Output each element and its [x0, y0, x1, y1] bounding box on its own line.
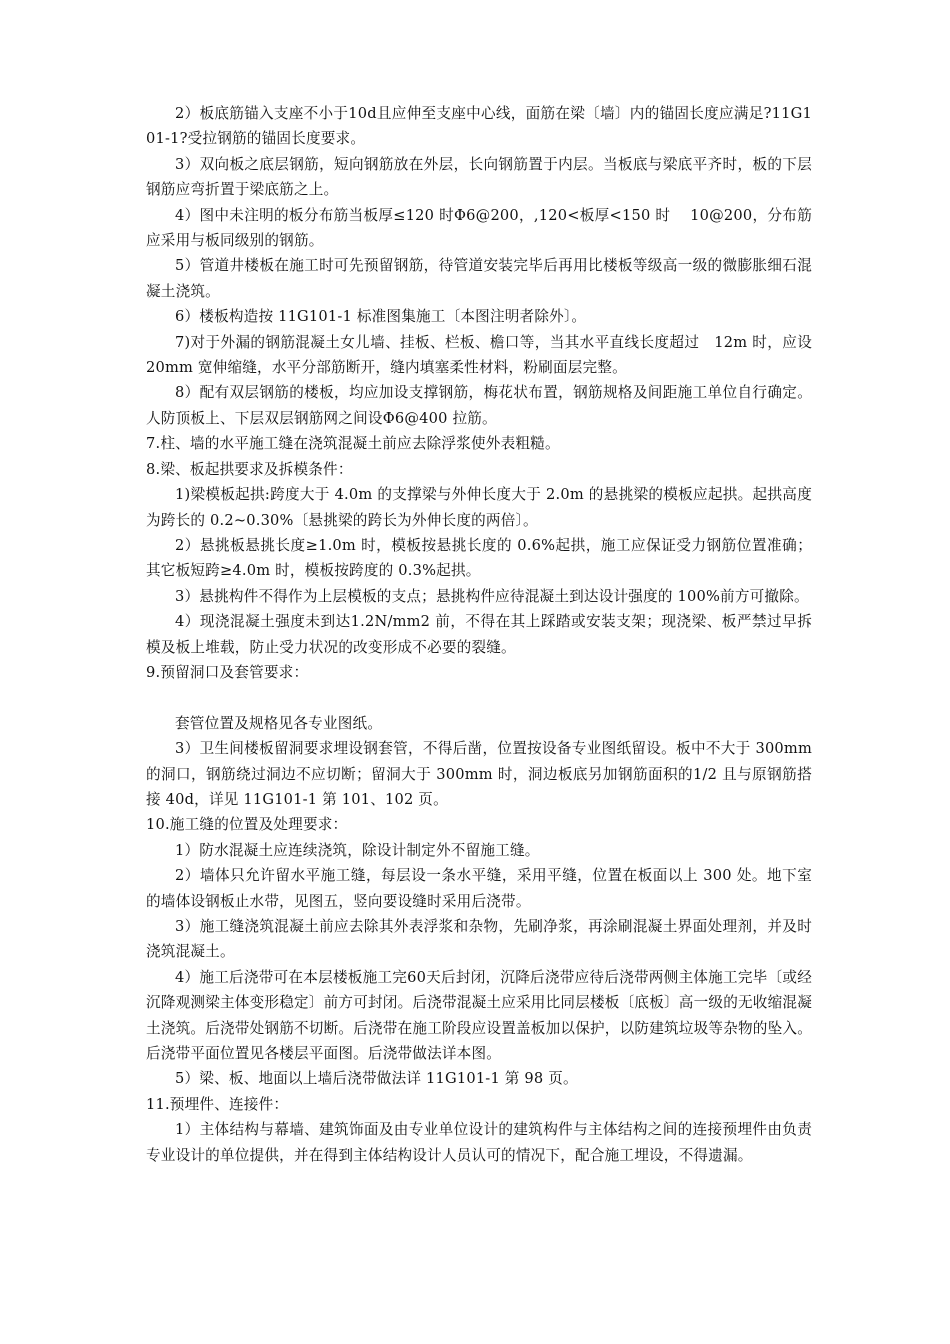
paragraph-cantilever-support: 3）悬挑构件不得作为上层模板的支点；悬挑构件应待混凝土到达设计强度的 100%前方可撤除。 — [175, 587, 809, 605]
paragraph-post-pour-strip: 4）施工后浇带可在本层楼板施工完60天后封闭，沉降后浇带应待后浇带两侧主体施工完毕〔或经沉降观测梁主体变形稳定〕前方可封闭。后浇带混凝土应采用比同层楼板〔底板〕高一级的无收缩混凝土浇筑。后浇带处钢筋不切断。后浇带在施工阶段应设置盖板加以保护，以防建筑垃圾等杂物的坠入。后浇带平面位置见各楼层平面图。后浇带做法详本图。 — [146, 968, 812, 1063]
heading-section-8: 8.梁、板起拱要求及拆模条件： — [146, 460, 353, 478]
paragraph-beam-formwork-camber: 1)梁模板起拱:跨度大于 4.0m 的支撑梁与外伸长度大于 2.0m 的悬挑梁的模板应起拱。起拱高度为跨长的 0.2~0.30%〔悬挑梁的跨长为外伸长度的两倍〕。 — [146, 486, 812, 529]
paragraph-slab-construction-standard: 6）楼板构造按 11G101-1 标准图集施工〔本图注明者除外〕。 — [175, 308, 587, 326]
paragraph-slab-bottom-rebar-anchorage: 2）板底筋锚入支座不小于10d且应伸至支座中心线，面筋在梁〔墙〕内的锚固长度应满足?11G101-1?受拉钢筋的锚固长度要求。 — [146, 105, 812, 148]
paragraph-distribution-rebar: 4）图中未注明的板分布筋当板厚≤120 时Φ6@200，,120<板厚<150 时 10@200，分布筋应采用与板同级别的钢筋。 — [146, 206, 812, 250]
paragraph-joint-treatment: 3）施工缝浇筑混凝土前应去除其外表浮浆和杂物，先刷净浆，再涂刷混凝土界面处理剂，并及时浇筑混凝土。 — [146, 917, 812, 961]
paragraph-concrete-strength: 4）现浇混凝土强度未到达1.2N/mm2 前，不得在其上踩踏或安装支架；现浇梁、板严禁过早拆模及板上堆载，防止受力状况的改变形成不必要的裂缝。 — [146, 613, 812, 656]
heading-section-7: 7.柱、墙的水平施工缝在浇筑混凝土前应去除浮浆使外表粗糙。 — [146, 435, 560, 453]
paragraph-cantilever-slab-camber: 2）悬挑板悬挑长度≥1.0m 时，模板按悬挑长度的 0.6%起拱，施工应保证受力钢筋位置准确；其它板短跨≥4.0m 时，模板按跨度的 0.3%起拱。 — [146, 536, 812, 580]
paragraph-sleeve-position: 套管位置及规格见各专业图纸。 — [175, 714, 383, 732]
paragraph-bathroom-openings: 3）卫生间楼板留洞要求埋设钢套管，不得后凿，位置按设备专业图纸留设。板中不大于 300mm 的洞口，钢筋绕过洞边不应切断；留洞大于 300mm 时，洞边板底另加钢筋面积的1/2 且与原钢筋搭接 40d，详见 11G101-1 第 101、102 页。 — [146, 740, 812, 808]
paragraph-expansion-joint: 7)对于外漏的钢筋混凝土女儿墙、挂板、栏板、檐口等，当其水平直线长度超过 12m 时，应设 20mm 宽伸缩缝，水平分部筋断开，缝内填塞柔性材料，粉刷面层完整。 — [146, 333, 812, 377]
paragraph-pipe-shaft-slab: 5）管道井楼板在施工时可先预留钢筋，待管道安装完毕后再用比楼板等级高一级的微膨胀细石混凝土浇筑。 — [146, 257, 812, 300]
paragraph-wall-construction-joint: 2）墙体只允许留水平施工缝，每层设一条水平缝，采用平缝，位置在板面以上 300 处。地下室的墙体设钢板止水带，见图五，竖向要设缝时采用后浇带。 — [146, 867, 812, 910]
blank-line — [146, 685, 812, 710]
paragraph-embedded-parts: 1）主体结构与幕墙、建筑饰面及由专业单位设计的建筑构件与主体结构之间的连接预埋件由负责专业设计的单位提供，并在得到主体结构设计人员认可的情况下，配合施工埋设，不得遗漏。 — [146, 1121, 812, 1164]
paragraph-post-pour-detail: 5）梁、板、地面以上墙后浇带做法详 11G101-1 第 98 页。 — [175, 1070, 578, 1088]
document-body — [146, 101, 812, 1168]
paragraph-two-way-slab-rebar: 3）双向板之底层钢筋，短向钢筋放在外层，长向钢筋置于内层。当板底与梁底平齐时，板的下层钢筋应弯折置于梁底筋之上。 — [146, 155, 812, 199]
paragraph-double-layer-slab: 8）配有双层钢筋的楼板，均应加设支撑钢筋，梅花状布置，钢筋规格及间距施工单位自行确定。人防顶板上、下层双层钢筋网之间设Φ6@400 拉筋。 — [146, 384, 812, 427]
heading-section-11: 11.预埋件、连接件： — [146, 1095, 289, 1113]
heading-section-9: 9.预留洞口及套管要求： — [146, 663, 309, 681]
paragraph-waterproof-concrete: 1）防水混凝土应连续浇筑，除设计制定外不留施工缝。 — [175, 841, 540, 859]
heading-section-10: 10.施工缝的位置及处理要求： — [146, 816, 348, 834]
